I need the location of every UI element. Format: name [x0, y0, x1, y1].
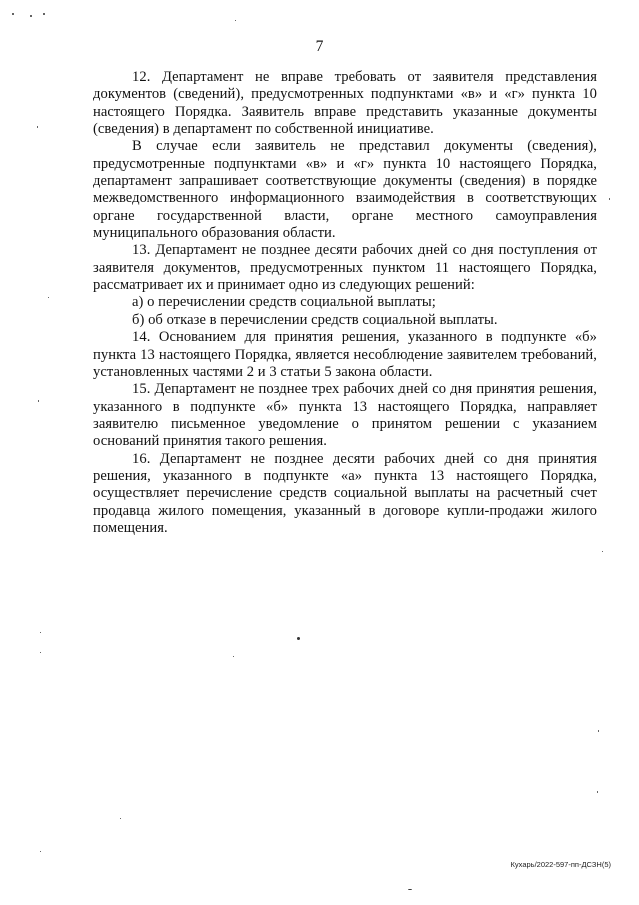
- scan-speck: [597, 791, 598, 793]
- paragraph-13-option-a: а) о перечислении средств социальной выплаты;: [132, 294, 436, 311]
- paragraph-16: 16. Департамент не позднее десяти рабочих дней со дня принятия решения, указанного в подпункте «а» пункта 13 настоящего Порядка, осуществляет перечисление средств социальной выплаты на расчетный счет продавца жилого помещения, указанный в договоре купли-продажи жилого помещения.: [93, 450, 597, 536]
- scan-speck: [38, 400, 39, 402]
- paragraph-12: 12. Департамент не вправе требовать от заявителя представления документов (сведений), предусмотренных подпунктами «в» и «г» пункта 10 настоящего Порядка. Заявитель вправе представить указанные документы (сведения) в департамент по собственной инициативе.: [93, 69, 597, 138]
- scan-speck: [40, 652, 41, 653]
- scan-speck: [235, 20, 236, 21]
- page-number: 7: [315, 38, 324, 55]
- scan-speck: [37, 126, 38, 128]
- paragraph-15: 15. Департамент не позднее трех рабочих дней со дня принятия решения, указанного в подпункте «б» пункта 13 настоящего Порядка, направляет заявителю письменное уведомление о принятом решении с указанием оснований принятия такого решения.: [93, 381, 597, 450]
- scan-speck: [602, 551, 603, 552]
- paragraph-13-option-b: б) об отказе в перечислении средств социальной выплаты.: [132, 311, 498, 328]
- scan-speck: [43, 13, 45, 15]
- document-footer-code: Кухарь/2022-597-пп-ДСЗН(5): [510, 860, 611, 869]
- paragraph-13: 13. Департамент не позднее десяти рабочих дней со дня поступления от заявителя документов, предусмотренных пунктом 11 настоящего Порядка, рассматривает их и принимает одно из следующих решений:: [93, 242, 597, 294]
- scan-speck: [233, 656, 234, 657]
- scan-speck: [598, 730, 599, 732]
- scan-speck: [12, 13, 14, 15]
- paragraph-14: 14. Основанием для принятия решения, указанного в подпункте «б» пункта 13 настоящего Порядка, является несоблюдение заявителем требований, установленных частями 2 и 3 статьи 5 закона области.: [93, 329, 597, 380]
- paragraph-12-continued: В случае если заявитель не представил документы (сведения), предусмотренные подпунктами «в» и «г» пункта 10 настоящего Порядка, департамент запрашивает соответствующие документы (сведения) в порядке межведомственного информационного взаимодействия в соответствующих органе государственной власти, органе местного самоуправления муниципального образования области.: [93, 138, 597, 242]
- scan-speck: [609, 198, 610, 200]
- scan-speck: [40, 851, 41, 852]
- scan-speck: [30, 15, 32, 17]
- scan-speck: [297, 637, 300, 640]
- scan-speck: [40, 632, 41, 633]
- scan-speck: [48, 297, 49, 298]
- document-body: [93, 69, 597, 537]
- scan-speck: [120, 818, 121, 819]
- scan-speck: [408, 889, 412, 890]
